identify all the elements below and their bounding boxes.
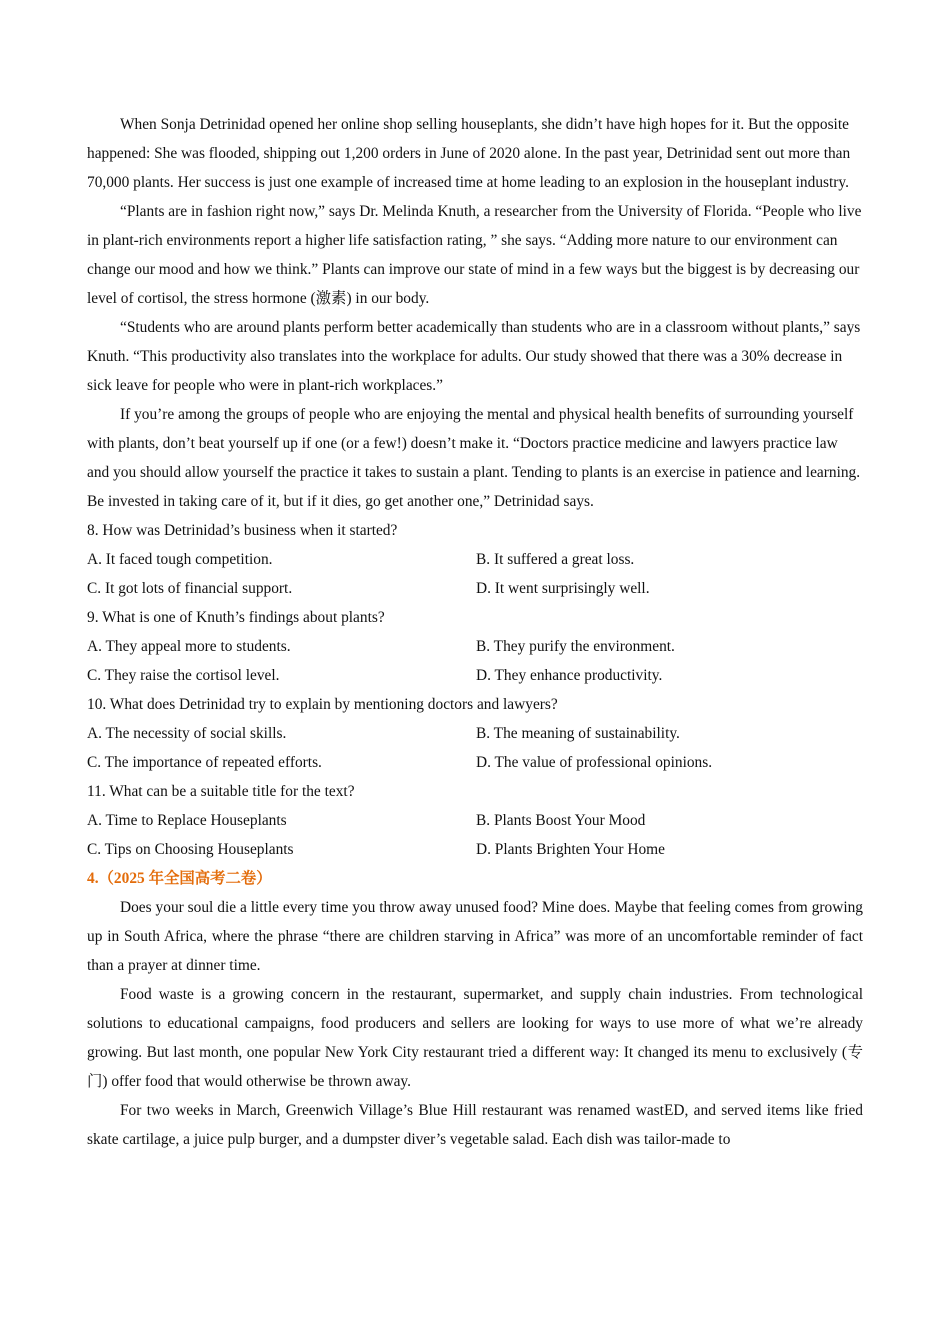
passage1-paragraph-4: If you’re among the groups of people who are enjoying the mental and physical health benefits of surrounding yourself with plants, don’t beat yourself up if one (or a few!) doesn’t make it. “Doctors practice medicine and lawyers practice law and you should allow yourself the practice it takes to sustain a plant. Tending to plants is an exercise in patience and learning. Be invested in taking care of it, but if it dies, go get another one,” Detrinidad says. <box>87 406 861 510</box>
option-a: A. The necessity of social skills. <box>87 725 287 742</box>
option-b: B. Plants Boost Your Mood <box>476 812 646 829</box>
option-b: B. The meaning of sustainability. <box>476 725 680 742</box>
question-stem: 11. What can be a suitable title for the text? <box>87 783 355 800</box>
option-c: C. They raise the cortisol level. <box>87 667 280 684</box>
question-stem: 8. How was Detrinidad’s business when it started? <box>87 522 398 539</box>
passage2-paragraph-3: For two weeks in March, Greenwich Village’s Blue Hill restaurant was renamed wastED, and served items like fried skate cartilage, a juice pulp burger, and a dumpster diver’s vegetable salad. Each dish was tailor-made to <box>87 1102 863 1148</box>
option-d: D. Plants Brighten Your Home <box>476 841 665 858</box>
option-a: A. It faced tough competition. <box>87 551 273 568</box>
option-d: D. It went surprisingly well. <box>476 580 650 597</box>
option-b: B. It suffered a great loss. <box>476 551 635 568</box>
document-page <box>87 110 863 1154</box>
question-11 <box>87 777 863 864</box>
option-c: C. Tips on Choosing Houseplants <box>87 841 294 858</box>
question-8 <box>87 516 863 603</box>
passage1-paragraph-3: “Students who are around plants perform better academically than students who are in a classroom without plants,” says Knuth. “This productivity also translates into the workplace for adults. Our study showed that there was a 30% decrease in sick leave for people who were in plant-rich workplaces.” <box>87 319 861 394</box>
passage2-paragraph-1: Does your soul die a little every time you throw away unused food? Mine does. Maybe that feeling comes from growing up in South Africa, where the phrase “there are children starving in Africa” was more of an uncomfortable reminder of fact than a prayer at dinner time. <box>87 899 863 974</box>
passage1-paragraph-1: When Sonja Detrinidad opened her online shop selling houseplants, she didn’t have high hopes for it. But the opposite happened: She was flooded, shipping out 1,200 orders in June of 2020 alone. In the past year, Detrinidad sent out more than 70,000 plants. Her success is just one example of increased time at home leading to an explosion in the houseplant industry. <box>87 116 851 191</box>
option-c: C. It got lots of financial support. <box>87 580 293 597</box>
passage1-paragraph-2: “Plants are in fashion right now,” says Dr. Melinda Knuth, a researcher from the University of Florida. “People who live in plant-rich environments report a higher life satisfaction rating, ” she says. “Adding more nature to our environment can change our mood and how we think.” Plants can improve our state of mind in a few ways but the biggest is by decreasing our level of cortisol, the stress hormone (激素) in our body. <box>87 203 862 307</box>
option-a: A. Time to Replace Houseplants <box>87 812 287 829</box>
option-d: D. They enhance productivity. <box>476 667 663 684</box>
question-stem: 9. What is one of Knuth’s findings about plants? <box>87 609 385 626</box>
option-b: B. They purify the environment. <box>476 638 675 655</box>
question-10 <box>87 690 863 777</box>
question-9 <box>87 603 863 690</box>
option-d: D. The value of professional opinions. <box>476 754 713 771</box>
option-c: C. The importance of repeated efforts. <box>87 754 322 771</box>
question-stem: 10. What does Detrinidad try to explain by mentioning doctors and lawyers? <box>87 696 558 713</box>
section-heading: 4.（2025 年全国高考二卷） <box>87 870 272 887</box>
passage2-paragraph-2: Food waste is a growing concern in the restaurant, supermarket, and supply chain industries. From technological solutions to educational campaigns, food producers and sellers are looking for ways to use more of what we’re already growing. But last month, one popular New York City restaurant tried a different way: It changed its menu to exclusively (专门) offer food that would otherwise be thrown away. <box>87 986 863 1090</box>
option-a: A. They appeal more to students. <box>87 638 291 655</box>
